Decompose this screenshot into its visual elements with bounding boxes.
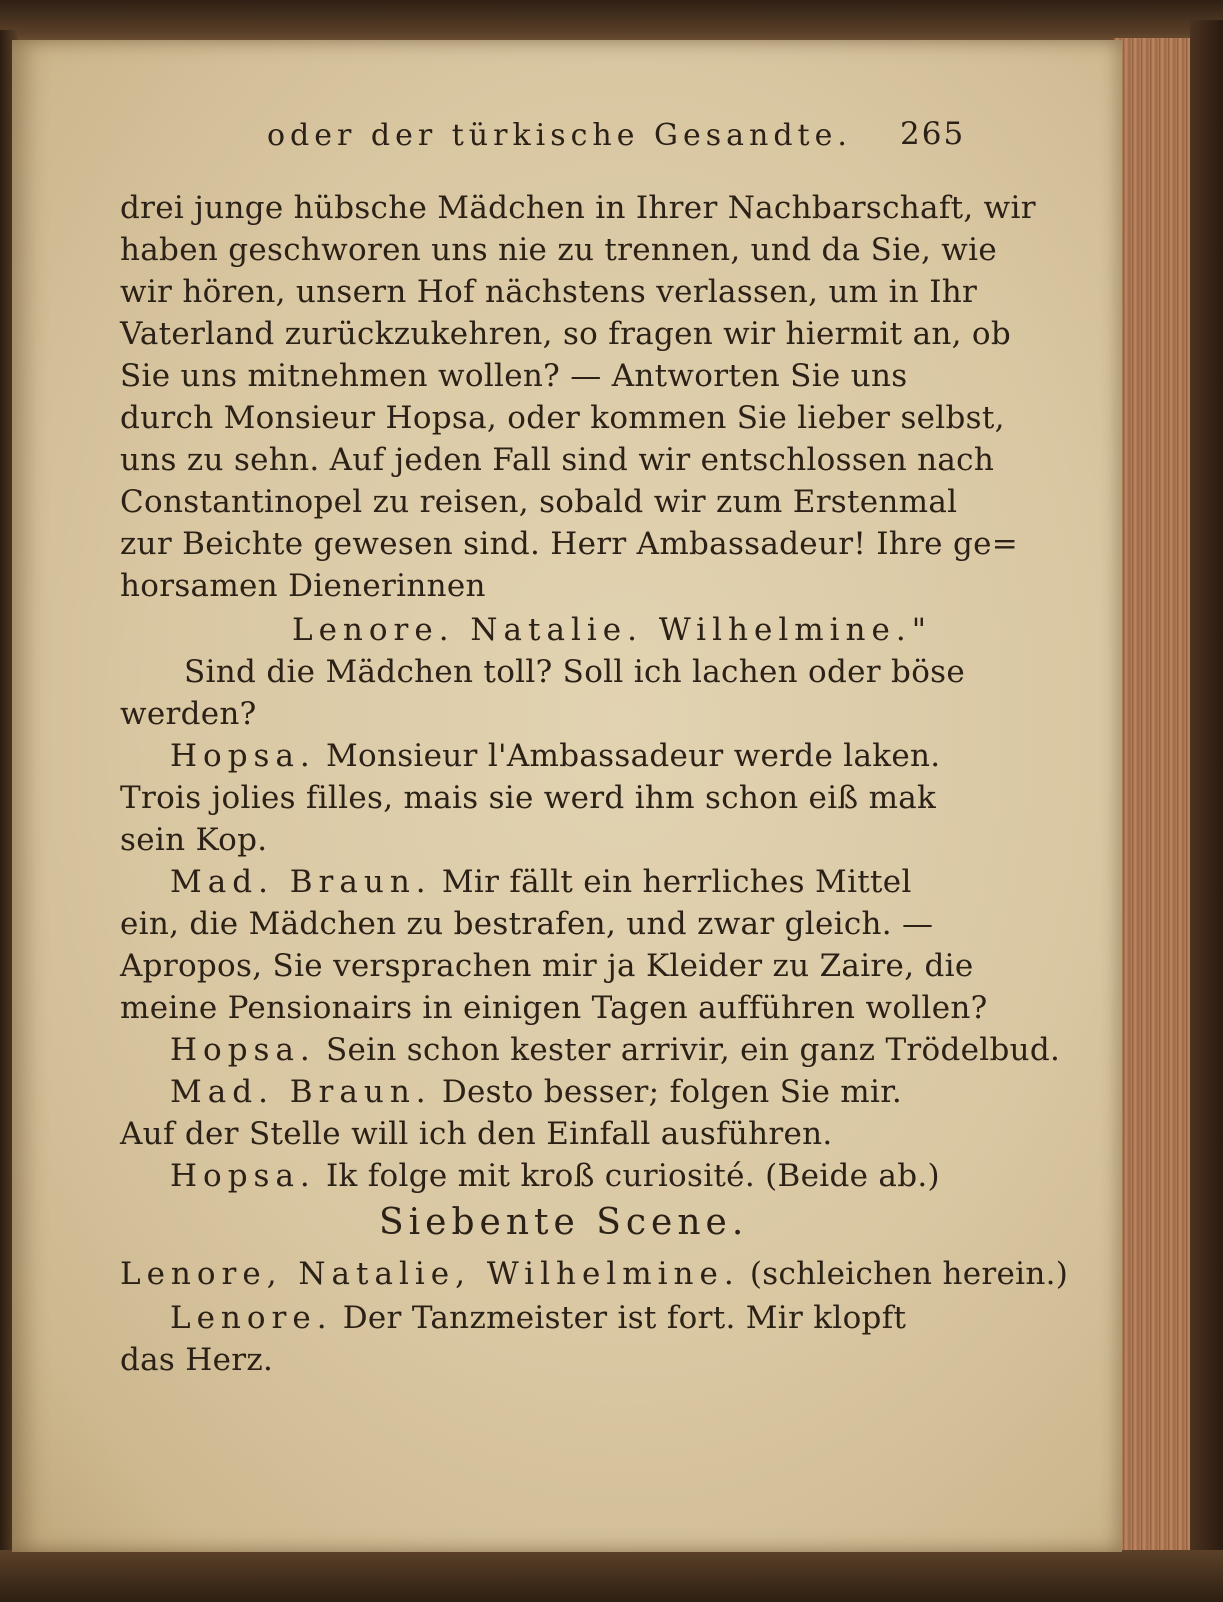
running-header: oder der türkische Gesandte. (267, 118, 852, 153)
scene-line: das Herz. (120, 1342, 274, 1378)
cover-top-edge (0, 0, 1223, 42)
dialogue-line: Apropos, Sie versprachen mir ja Kleider zu Zaire, die (120, 948, 974, 984)
speech-text: Sein schon kester arrivir, ein ganz Trödelbud. (325, 1032, 1061, 1068)
dialogue-line: werden? (120, 696, 257, 732)
dialogue-line (170, 1030, 1060, 1070)
page-number: 265 (900, 116, 966, 152)
letter-line: durch Monsieur Hopsa, oder kommen Sie lieber selbst, (120, 400, 1005, 436)
book-page (12, 40, 1122, 1552)
dialogue-line: Sind die Mädchen toll? Soll ich lachen oder böse (184, 654, 966, 690)
cover-right-edge (1190, 20, 1223, 1580)
speech-text: Mir fällt ein herrliches Mittel (441, 864, 912, 900)
letter-line: Vaterland zurückzukehren, so fragen wir hiermit an, ob (120, 316, 1012, 352)
dialogue-line (170, 736, 940, 776)
speaker-name: Hopsa. (170, 1032, 316, 1068)
speaker-name: Lenore. (170, 1300, 333, 1336)
dialogue-line: meine Pensionairs in einigen Tagen aufführen wollen? (120, 990, 988, 1026)
scene-line (170, 1298, 906, 1338)
speaker-name: Hopsa. (170, 738, 316, 774)
letter-line: zur Beichte gewesen sind. Herr Ambassadeur! Ihre ge= (120, 526, 1019, 562)
dialogue-line: Trois jolies filles, mais sie werd ihm schon eiß mak (120, 780, 937, 816)
speech-text: Der Tanzmeister ist fort. Mir klopft (342, 1300, 907, 1336)
letter-line: uns zu sehn. Auf jeden Fall sind wir entschlossen nach (120, 442, 995, 478)
speaker-name: Mad. Braun. (170, 1074, 432, 1110)
scene-heading: Siebente Scene. (379, 1202, 749, 1243)
letter-line: wir hören, unsern Hof nächstens verlassen, um in Ihr (120, 274, 978, 310)
speaker-name: Hopsa. (170, 1158, 316, 1194)
dialogue-line (170, 1072, 902, 1112)
letter-signature: Lenore. Natalie. Wilhelmine." (292, 612, 932, 648)
speech-text: Ik folge mit kroß curiosité. (Beide ab.) (325, 1158, 940, 1194)
speech-text: Monsieur l'Ambassadeur werde laken. (325, 738, 941, 774)
dialogue-line: ein, die Mädchen zu bestrafen, und zwar gleich. — (120, 906, 934, 942)
letter-line: Constantinopel zu reisen, sobald wir zum Erstenmal (120, 484, 958, 520)
letter-line: haben geschworen uns nie zu trennen, und da Sie, wie (120, 232, 997, 268)
speaker-name: Mad. Braun. (170, 864, 432, 900)
dialogue-line (170, 1156, 940, 1196)
cover-bottom-edge (0, 1550, 1223, 1602)
speech-text: Desto besser; folgen Sie mir. (441, 1074, 903, 1110)
scene-cast (120, 1254, 1068, 1294)
letter-line: drei junge hübsche Mädchen in Ihrer Nachbarschaft, wir (120, 190, 1036, 226)
dialogue-line (170, 862, 912, 902)
cast-names: Lenore, Natalie, Wilhelmine. (120, 1256, 740, 1292)
dialogue-line: sein Kop. (120, 822, 268, 858)
letter-line: horsamen Dienerinnen (120, 568, 486, 604)
letter-line: Sie uns mitnehmen wollen? — Antworten Sie uns (120, 358, 908, 394)
dialogue-line: Auf der Stelle will ich den Einfall ausführen. (120, 1116, 833, 1152)
stage-direction: (schleichen herein.) (749, 1256, 1069, 1292)
